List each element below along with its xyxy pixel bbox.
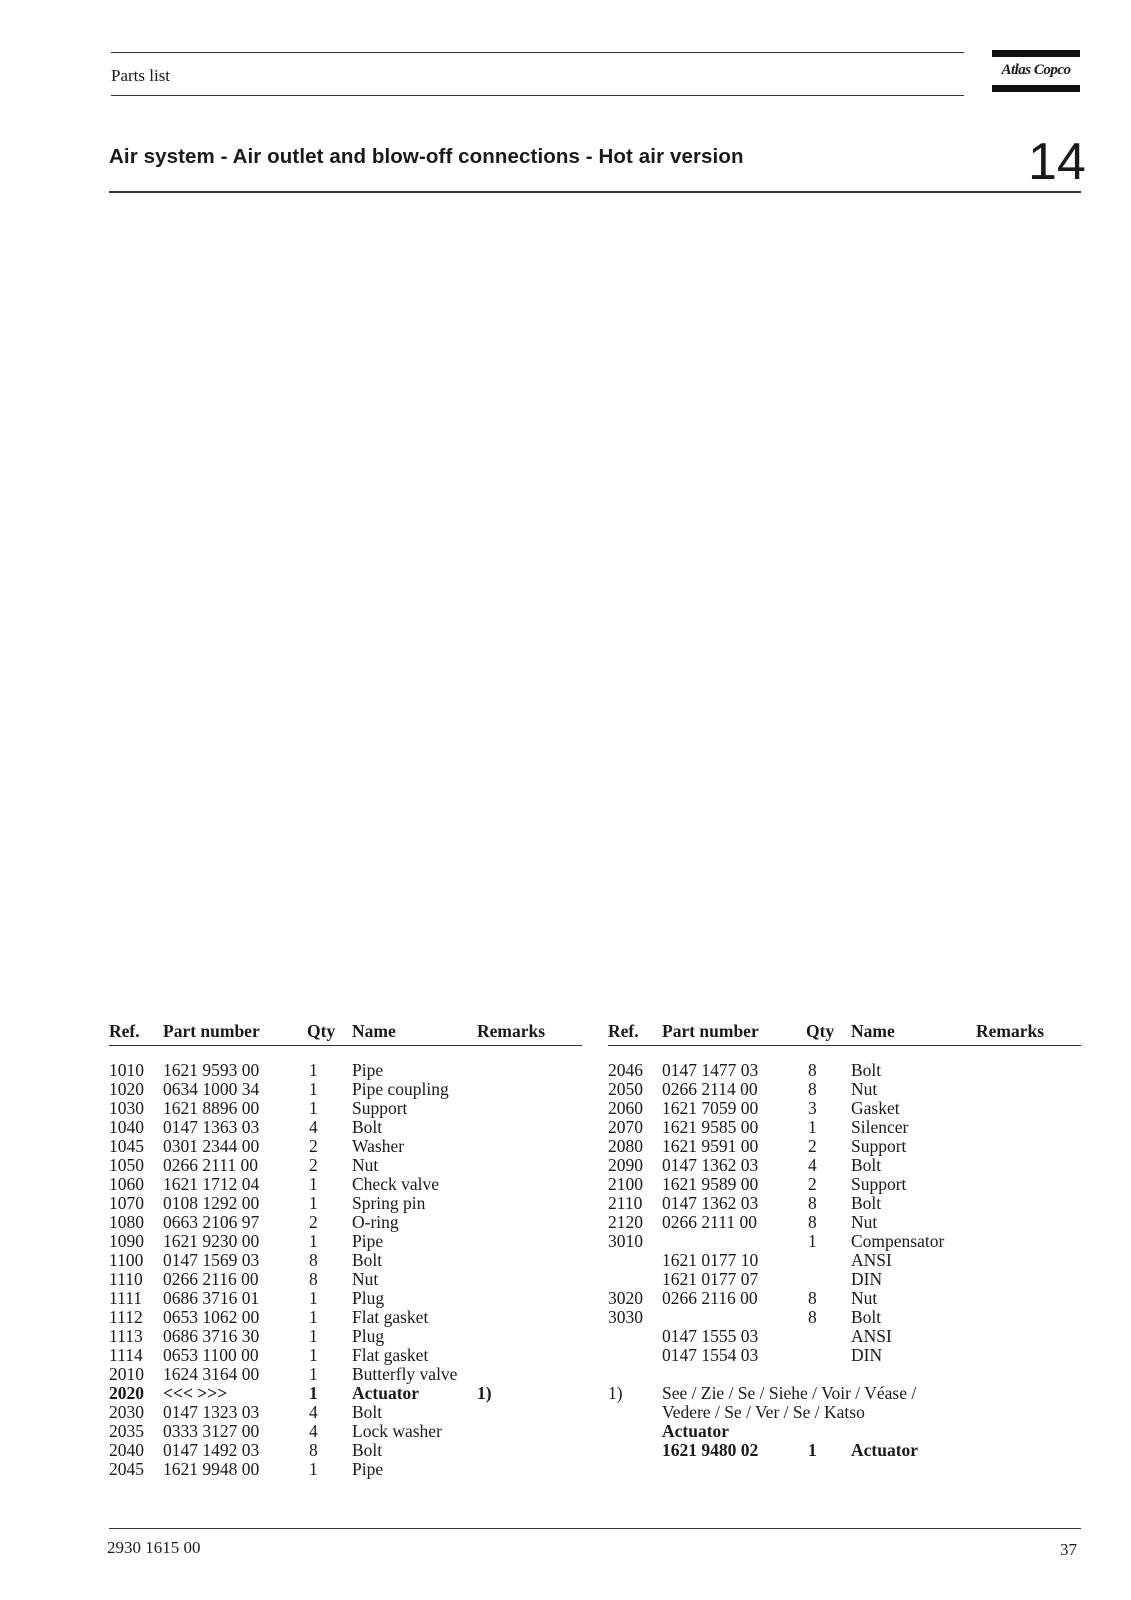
cell-partnumber: 0147 1492 03 <box>163 1440 260 1460</box>
cell-partnumber: 0333 3127 00 <box>163 1421 260 1441</box>
table-row <box>109 1061 584 1080</box>
cell-partnumber: 0147 1363 03 <box>163 1117 260 1137</box>
logo-top-bar <box>992 50 1080 57</box>
document-number: 2930 1615 00 <box>107 1538 201 1557</box>
cell-ref: 1030 <box>109 1098 144 1118</box>
cell-ref: 1020 <box>109 1079 144 1099</box>
cell-partnumber: 0301 2344 00 <box>163 1136 260 1156</box>
cell-remarks: 1) <box>477 1383 492 1403</box>
cell-name: Lock washer <box>352 1421 442 1441</box>
cell-ref: 1110 <box>109 1269 143 1289</box>
header-ref: Ref. <box>109 1021 140 1041</box>
table-header-left <box>109 1021 584 1041</box>
footer-rule <box>109 1528 1081 1529</box>
cell-partnumber: 0266 2116 00 <box>662 1288 758 1308</box>
cell-ref: 2040 <box>109 1440 144 1460</box>
cell-qty: 1 <box>309 1079 318 1099</box>
cell-qty: 8 <box>309 1250 318 1270</box>
cell-ref: 1113 <box>109 1326 143 1346</box>
cell-ref: 2080 <box>608 1136 643 1156</box>
cell-partnumber: 0266 2111 00 <box>662 1212 757 1232</box>
table-row <box>608 1251 1083 1270</box>
cell-ref: 2020 <box>109 1383 144 1403</box>
table-row <box>109 1403 584 1422</box>
table-row <box>109 1460 584 1479</box>
cell-ref: 1090 <box>109 1231 144 1251</box>
table-row <box>109 1175 584 1194</box>
cell-qty: 2 <box>808 1136 817 1156</box>
footnote-qty: 1 <box>808 1440 817 1460</box>
cell-partnumber: 1621 7059 00 <box>662 1098 759 1118</box>
table-row <box>608 1327 1083 1346</box>
cell-qty: 1 <box>309 1345 318 1365</box>
cell-name: Bolt <box>851 1155 882 1175</box>
cell-qty: 1 <box>309 1193 318 1213</box>
table-row <box>608 1156 1083 1175</box>
footnote-name: Actuator <box>851 1440 919 1460</box>
cell-name: Pipe <box>352 1231 384 1251</box>
cell-ref: 3020 <box>608 1288 643 1308</box>
cell-partnumber: 1624 3164 00 <box>163 1364 260 1384</box>
table-row <box>608 1232 1083 1251</box>
cell-ref: 2060 <box>608 1098 643 1118</box>
cell-qty: 4 <box>309 1117 318 1137</box>
cell-ref: 2120 <box>608 1212 643 1232</box>
logo-bottom-bar <box>992 85 1080 92</box>
table-row <box>109 1308 584 1327</box>
cell-ref: 2010 <box>109 1364 144 1384</box>
cell-name: Check valve <box>352 1174 439 1194</box>
cell-partnumber: 1621 0177 10 <box>662 1250 759 1270</box>
cell-qty: 1 <box>309 1307 318 1327</box>
cell-qty: 4 <box>808 1155 817 1175</box>
cell-partnumber: 0266 2114 00 <box>662 1079 758 1099</box>
table-row <box>608 1061 1083 1080</box>
cell-name: Plug <box>352 1288 385 1308</box>
cell-name: ANSI <box>851 1326 892 1346</box>
cell-partnumber: 1621 0177 07 <box>662 1269 759 1289</box>
section-label: Parts list <box>111 66 171 85</box>
table-row <box>109 1156 584 1175</box>
cell-name: Gasket <box>851 1098 900 1118</box>
header-partnumber: Part number <box>163 1021 260 1041</box>
footnote-line-1: See / Zie / Se / Siehe / Voir / Véase / <box>662 1383 917 1403</box>
header-ref: Ref. <box>608 1021 639 1041</box>
footnote-part: 1621 9480 02 <box>662 1440 759 1460</box>
cell-ref: 2100 <box>608 1174 643 1194</box>
header-partnumber: Part number <box>662 1021 759 1041</box>
cell-partnumber: <<< >>> <box>163 1383 228 1403</box>
table-row <box>608 1099 1083 1118</box>
cell-qty: 8 <box>309 1269 318 1289</box>
table-row <box>109 1365 584 1384</box>
table-row <box>109 1251 584 1270</box>
cell-name: Bolt <box>352 1117 383 1137</box>
table-row <box>109 1213 584 1232</box>
cell-partnumber: 1621 9585 00 <box>662 1117 759 1137</box>
cell-ref: 1045 <box>109 1136 144 1156</box>
cell-qty: 1 <box>309 1060 318 1080</box>
cell-ref: 2045 <box>109 1459 144 1479</box>
header-qty: Qty <box>806 1021 835 1041</box>
cell-name: Bolt <box>352 1440 383 1460</box>
cell-name: Bolt <box>851 1060 882 1080</box>
cell-qty: 1 <box>309 1288 318 1308</box>
cell-qty: 8 <box>808 1079 817 1099</box>
cell-qty: 4 <box>309 1402 318 1422</box>
cell-partnumber: 0147 1555 03 <box>662 1326 759 1346</box>
cell-qty: 1 <box>309 1383 318 1403</box>
cell-partnumber: 1621 8896 00 <box>163 1098 260 1118</box>
table-row <box>608 1213 1083 1232</box>
cell-partnumber: 0653 1062 00 <box>163 1307 260 1327</box>
cell-qty: 8 <box>808 1307 817 1327</box>
cell-qty: 2 <box>309 1212 318 1232</box>
cell-name: Support <box>352 1098 408 1118</box>
table-row <box>608 1308 1083 1327</box>
cell-partnumber: 0686 3716 01 <box>163 1288 260 1308</box>
cell-name: DIN <box>851 1345 883 1365</box>
header-remarks: Remarks <box>477 1021 546 1041</box>
cell-qty: 8 <box>808 1212 817 1232</box>
cell-partnumber: 0266 2111 00 <box>163 1155 258 1175</box>
cell-ref: 2030 <box>109 1402 144 1422</box>
title-rule <box>109 191 1081 193</box>
page-title: Air system - Air outlet and blow-off connections - Hot air version <box>109 145 744 168</box>
table-row <box>109 1099 584 1118</box>
cell-ref: 3030 <box>608 1307 643 1327</box>
cell-ref: 2035 <box>109 1421 144 1441</box>
table-row <box>109 1289 584 1308</box>
cell-qty: 3 <box>808 1098 817 1118</box>
cell-ref: 1100 <box>109 1250 144 1270</box>
table-header-rule-right <box>608 1045 1081 1046</box>
cell-name: Flat gasket <box>352 1345 429 1365</box>
cell-qty: 1 <box>309 1174 318 1194</box>
cell-partnumber: 1621 9589 00 <box>662 1174 759 1194</box>
cell-name: Nut <box>851 1212 878 1232</box>
table-row <box>608 1080 1083 1099</box>
cell-qty: 1 <box>309 1364 318 1384</box>
table-row <box>109 1194 584 1213</box>
cell-partnumber: 0147 1477 03 <box>662 1060 759 1080</box>
cell-ref: 3010 <box>608 1231 643 1251</box>
table-row <box>109 1346 584 1365</box>
cell-name: Nut <box>851 1288 878 1308</box>
cell-partnumber: 0634 1000 34 <box>163 1079 260 1099</box>
cell-name: Pipe coupling <box>352 1079 449 1099</box>
cell-partnumber: 0266 2116 00 <box>163 1269 259 1289</box>
cell-partnumber: 0147 1362 03 <box>662 1193 759 1213</box>
cell-ref: 1111 <box>109 1288 143 1308</box>
cell-name: Bolt <box>352 1250 383 1270</box>
cell-qty: 1 <box>309 1231 318 1251</box>
cell-ref: 1010 <box>109 1060 144 1080</box>
cell-partnumber: 0147 1323 03 <box>163 1402 260 1422</box>
footnote-marker: 1) <box>608 1383 623 1403</box>
cell-name: Pipe <box>352 1060 384 1080</box>
cell-name: Compensator <box>851 1231 945 1251</box>
cell-name: Nut <box>352 1155 379 1175</box>
cell-partnumber: 1621 9591 00 <box>662 1136 759 1156</box>
cell-qty: 1 <box>309 1459 318 1479</box>
table-row <box>109 1384 584 1403</box>
cell-ref: 1040 <box>109 1117 144 1137</box>
cell-qty: 4 <box>309 1421 318 1441</box>
header-name: Name <box>851 1021 895 1041</box>
cell-name: Spring pin <box>352 1193 426 1213</box>
cell-qty: 1 <box>808 1231 817 1251</box>
cell-qty: 1 <box>808 1117 817 1137</box>
cell-partnumber: 0663 2106 97 <box>163 1212 260 1232</box>
header-qty: Qty <box>307 1021 336 1041</box>
cell-qty: 1 <box>309 1098 318 1118</box>
cell-qty: 1 <box>309 1326 318 1346</box>
cell-partnumber: 0686 3716 30 <box>163 1326 260 1346</box>
table-header-rule-left <box>109 1045 582 1046</box>
cell-name: Nut <box>352 1269 379 1289</box>
footnote <box>608 1384 1083 1464</box>
cell-name: Support <box>851 1174 907 1194</box>
footnote-heading: Actuator <box>662 1421 730 1441</box>
cell-name: Bolt <box>352 1402 383 1422</box>
cell-partnumber: 0108 1292 00 <box>163 1193 260 1213</box>
cell-name: Butterfly valve <box>352 1364 458 1384</box>
table-row <box>608 1194 1083 1213</box>
table-row <box>109 1441 584 1460</box>
cell-ref: 1050 <box>109 1155 144 1175</box>
cell-partnumber: 1621 1712 04 <box>163 1174 260 1194</box>
cell-partnumber: 0147 1362 03 <box>662 1155 759 1175</box>
table-row <box>608 1118 1083 1137</box>
page-number: 37 <box>1060 1540 1077 1559</box>
header-name: Name <box>352 1021 396 1041</box>
cell-name: DIN <box>851 1269 883 1289</box>
cell-name: O-ring <box>352 1212 399 1232</box>
cell-name: Washer <box>352 1136 405 1156</box>
cell-partnumber: 0653 1100 00 <box>163 1345 259 1365</box>
header-remarks: Remarks <box>976 1021 1045 1041</box>
cell-ref: 1114 <box>109 1345 143 1365</box>
cell-name: Actuator <box>352 1383 420 1403</box>
cell-name: ANSI <box>851 1250 892 1270</box>
cell-qty: 2 <box>808 1174 817 1194</box>
cell-partnumber: 1621 9948 00 <box>163 1459 260 1479</box>
header-top-rule <box>111 52 964 53</box>
chapter-number: 14 <box>1028 133 1086 191</box>
cell-ref: 2090 <box>608 1155 643 1175</box>
cell-qty: 2 <box>309 1155 318 1175</box>
cell-ref: 2046 <box>608 1060 643 1080</box>
cell-name: Bolt <box>851 1193 882 1213</box>
cell-qty: 8 <box>309 1440 318 1460</box>
cell-name: Silencer <box>851 1117 909 1137</box>
atlas-copco-logo <box>992 50 1080 94</box>
table-row <box>608 1289 1083 1308</box>
logo-wordmark: Atlas Copco <box>1001 62 1071 78</box>
table-row <box>109 1232 584 1251</box>
table-row <box>109 1327 584 1346</box>
table-row <box>608 1346 1083 1365</box>
footnote-line-2: Vedere / Se / Ver / Se / Katso <box>662 1402 865 1422</box>
table-header-right <box>608 1021 1083 1041</box>
cell-qty: 8 <box>808 1060 817 1080</box>
table-row <box>608 1175 1083 1194</box>
cell-partnumber: 1621 9230 00 <box>163 1231 260 1251</box>
cell-qty: 2 <box>309 1136 318 1156</box>
cell-ref: 1112 <box>109 1307 143 1327</box>
header-bottom-rule <box>111 95 964 96</box>
table-row <box>109 1080 584 1099</box>
cell-partnumber: 0147 1569 03 <box>163 1250 260 1270</box>
cell-partnumber: 0147 1554 03 <box>662 1345 759 1365</box>
cell-ref: 2110 <box>608 1193 643 1213</box>
cell-partnumber: 1621 9593 00 <box>163 1060 260 1080</box>
cell-name: Support <box>851 1136 907 1156</box>
cell-name: Plug <box>352 1326 385 1346</box>
table-row <box>608 1270 1083 1289</box>
table-row <box>608 1137 1083 1156</box>
cell-ref: 2070 <box>608 1117 643 1137</box>
cell-ref: 1060 <box>109 1174 144 1194</box>
cell-ref: 2050 <box>608 1079 643 1099</box>
cell-name: Pipe <box>352 1459 384 1479</box>
table-row <box>109 1118 584 1137</box>
cell-name: Flat gasket <box>352 1307 429 1327</box>
cell-name: Bolt <box>851 1307 882 1327</box>
cell-qty: 8 <box>808 1288 817 1308</box>
table-row <box>109 1422 584 1441</box>
cell-ref: 1070 <box>109 1193 144 1213</box>
table-row <box>109 1270 584 1289</box>
cell-ref: 1080 <box>109 1212 144 1232</box>
table-row <box>109 1137 584 1156</box>
cell-qty: 8 <box>808 1193 817 1213</box>
cell-name: Nut <box>851 1079 878 1099</box>
